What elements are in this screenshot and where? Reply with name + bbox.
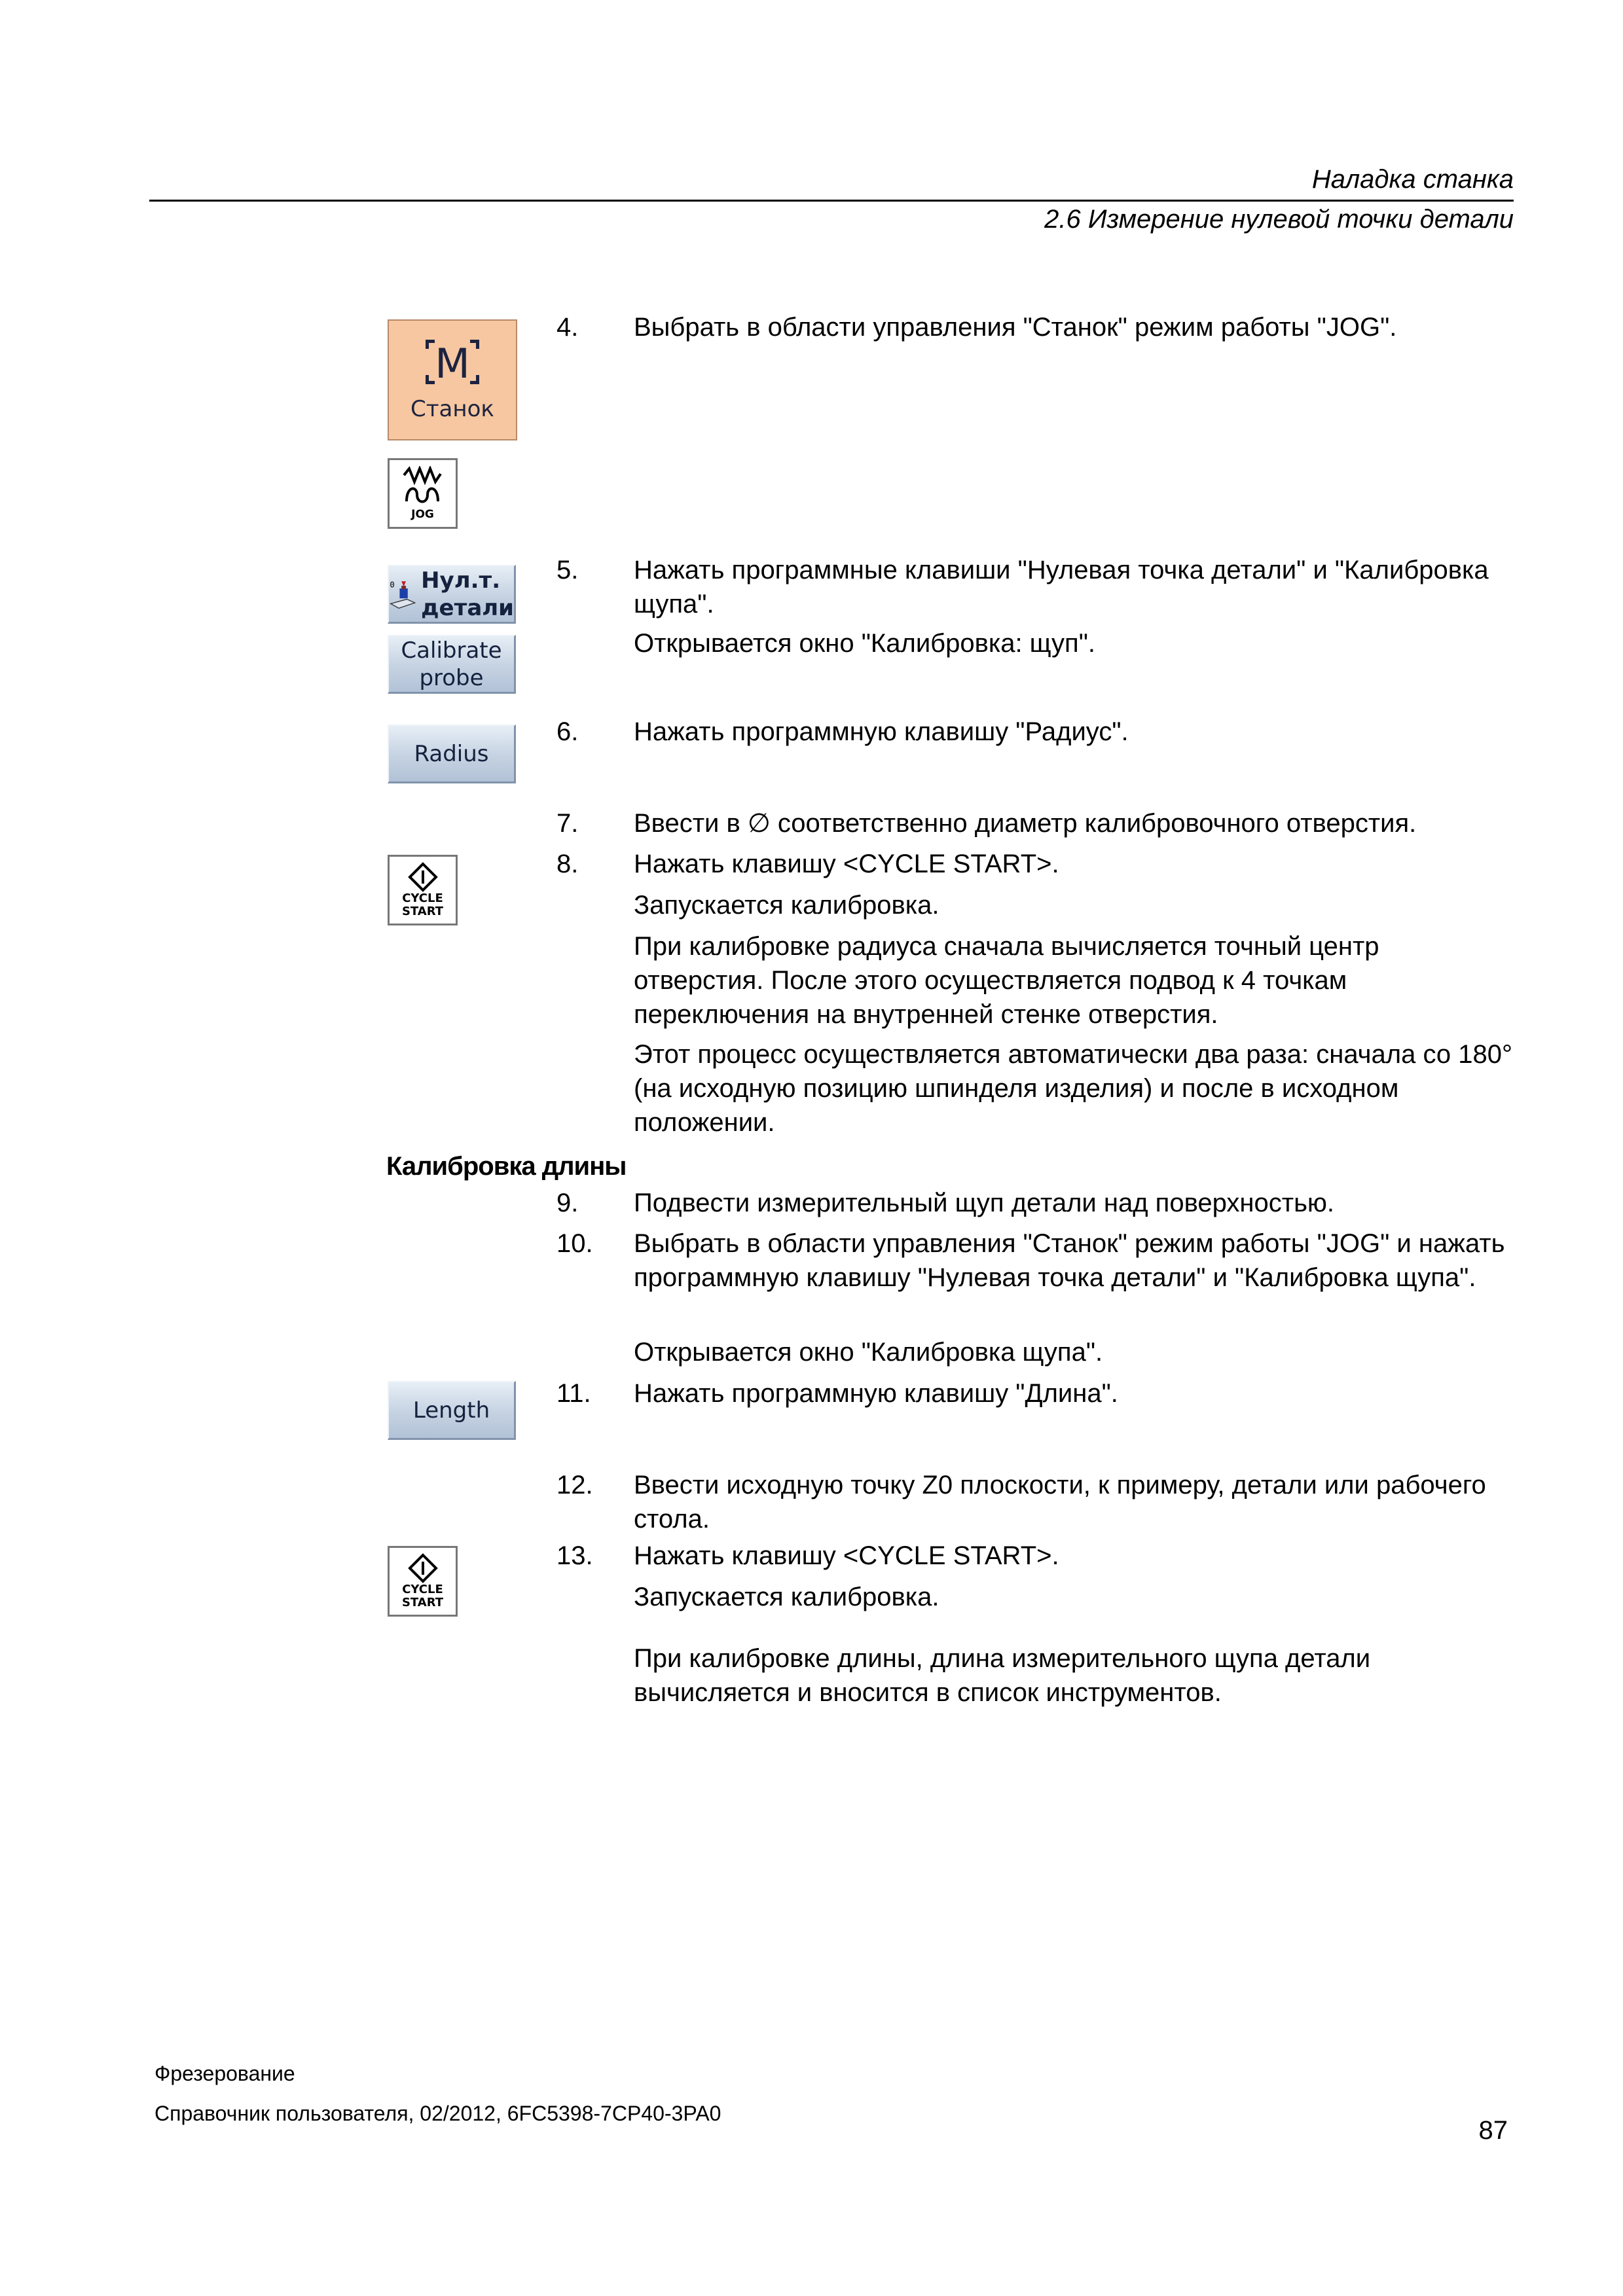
step-number: 5. [556, 556, 579, 584]
step-number: 13. [556, 1541, 593, 1570]
cycle-start-key-1 [388, 855, 458, 925]
step-text: Нажать клавишу <CYCLE START>. [634, 850, 1059, 878]
step-text: Нажать программную клавишу "Радиус". [634, 717, 1129, 746]
step-explanation: При калибровке длины, длина измерительного щупа детали вычисляется и вносится в список инструментов. [634, 1644, 1371, 1707]
cycle-start-label-2: CYCLE START [401, 1583, 444, 1609]
cycle-start-key-2 [388, 1546, 458, 1617]
step-number: 11. [556, 1379, 591, 1408]
machine-area-key [388, 319, 517, 440]
step-number: 10. [556, 1229, 593, 1258]
step-text: Подвести измерительный щуп детали над поверхностью. [634, 1189, 1335, 1217]
step-text: Нажать клавишу <CYCLE START>. [634, 1541, 1059, 1570]
step-number: 4. [556, 313, 579, 342]
step-result: Запускается калибровка. [634, 891, 939, 920]
cycle-start-icon [408, 1553, 438, 1583]
calibrate-probe-softkey: Calibrate probe [388, 635, 516, 694]
svg-text:M: M [435, 339, 470, 386]
step-text: Выбрать в области управления "Станок" режим работы "JOG" и нажать программную клавишу "Нулевая точка детали" и "Калибровка щупа". [634, 1229, 1505, 1292]
step-text: Ввести исходную точку Z0 плоскости, к примеру, детали или рабочего стола. [634, 1471, 1486, 1534]
step-explanation: Этот процесс осуществляется автоматически два раза: сначала со 180° (на исходную позицию шпинделя изделия) и после в исходном положении. [634, 1040, 1513, 1137]
jog-key [388, 458, 458, 529]
machine-key-label: Станок [410, 395, 494, 422]
footer-manual-info: Справочник пользователя, 02/2012, 6FC5398-7CP40-3PA0 [155, 2102, 721, 2125]
footer-product: Фрезерование [155, 2062, 295, 2085]
jog-wave-icon [400, 466, 446, 507]
cycle-start-icon [408, 862, 438, 892]
workpiece-zero-label: Нул.т. детали [421, 567, 514, 621]
svg-text:0: 0 [390, 580, 395, 590]
section-heading: Калибровка длины [386, 1152, 627, 1181]
chapter-title: Наладка станка [1311, 165, 1514, 194]
step-result: Запускается калибровка. [634, 1583, 939, 1611]
step-number: 12. [556, 1471, 593, 1499]
step-number: 8. [556, 850, 579, 878]
step-result: Открывается окно "Калибровка: щуп". [634, 629, 1095, 658]
workpiece-zero-icon [389, 571, 416, 617]
workpiece-zero-softkey [388, 565, 516, 624]
step-text: Нажать программную клавишу "Длина". [634, 1379, 1118, 1408]
machine-m-icon [424, 338, 481, 386]
step-number: 7. [556, 809, 579, 838]
step-text: Выбрать в области управления "Станок" режим работы "JOG". [634, 313, 1397, 342]
page-number: 87 [1478, 2116, 1508, 2145]
cycle-start-label-1: CYCLE START [401, 891, 444, 918]
step-number: 6. [556, 717, 579, 746]
step-text: Ввести в ∅ соответственно диаметр калибровочного отверстия. [634, 809, 1417, 838]
length-softkey: Length [388, 1381, 516, 1440]
step-number: 9. [556, 1189, 579, 1217]
section-title: 2.6 Измерение нулевой точки детали [1044, 205, 1514, 234]
step-explanation: При калибровке радиуса сначала вычисляется точный центр отверстия. После этого осуществляется подвод к 4 точкам переключения на внутренней стенке отверстия. [634, 932, 1379, 1029]
step-text: Нажать программные клавиши "Нулевая точка детали" и "Калибровка щупа". [634, 556, 1489, 619]
jog-key-label: JOG [411, 508, 434, 521]
step-result: Открывается окно "Калибровка щупа". [634, 1338, 1103, 1367]
radius-softkey: Radius [388, 725, 516, 783]
header-rule [149, 200, 1514, 202]
